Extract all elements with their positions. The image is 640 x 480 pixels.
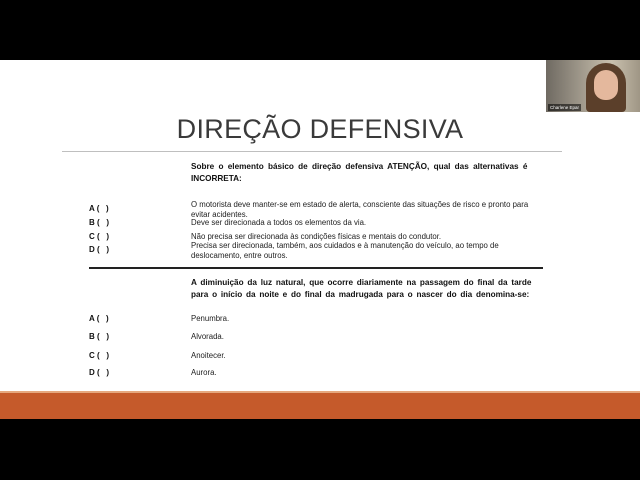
q1-option-d-text: Precisa ser direcionada, também, aos cuidados e à manutenção do veículo, ao tempo de deslocamento, entre outros. <box>191 241 499 260</box>
q1-option-b-letter: B ( ) <box>89 218 109 227</box>
q1-option-a-letter: A ( ) <box>89 204 109 213</box>
question-2-text: A diminuição da luz natural, que ocorre diariamente na passagem do final da tarde para o início da noite e do final da madrugada para o nascer do dia denomina-se: <box>191 278 532 299</box>
q1-option-c-text: Não precisa ser direcionada às condições físicas e mentais do condutor. <box>191 232 442 241</box>
q2-option-c-letter: C ( ) <box>89 351 109 360</box>
q2-option-b-text: Alvorada. <box>191 332 224 341</box>
slide-footer-bar <box>0 393 640 419</box>
q2-option-c-text: Anoitecer. <box>191 351 226 360</box>
q2-option-a-text: Penumbra. <box>191 314 230 323</box>
q2-option-d-text: Aurora. <box>191 368 217 377</box>
q1-option-c-letter: C ( ) <box>89 232 109 241</box>
title-rule <box>62 151 562 152</box>
q2-option-d-letter: D ( ) <box>89 368 109 377</box>
participant-name-label: Charlene Epar <box>550 105 580 110</box>
participant-face <box>594 70 618 100</box>
participant-video-thumbnail[interactable] <box>546 60 640 112</box>
q1-option-a-text: O motorista deve manter-se em estado de alerta, consciente das situações de risco e pronto para evitar acidentes. <box>191 200 529 219</box>
q2-option-a-letter: A ( ) <box>89 314 109 323</box>
q2-option-b-letter: B ( ) <box>89 332 109 341</box>
presentation-slide <box>0 60 640 393</box>
question-1-text: Sobre o elemento básico de direção defensiva ATENÇÃO, qual das alternativas é INCORRETA: <box>191 162 528 183</box>
q1-option-d-letter: D ( ) <box>89 245 109 254</box>
q1-option-b-text: Deve ser direcionada a todos os elementos da via. <box>191 218 367 227</box>
slide-title: DIREÇÃO DEFENSIVA <box>176 114 464 144</box>
question-divider <box>89 267 543 269</box>
